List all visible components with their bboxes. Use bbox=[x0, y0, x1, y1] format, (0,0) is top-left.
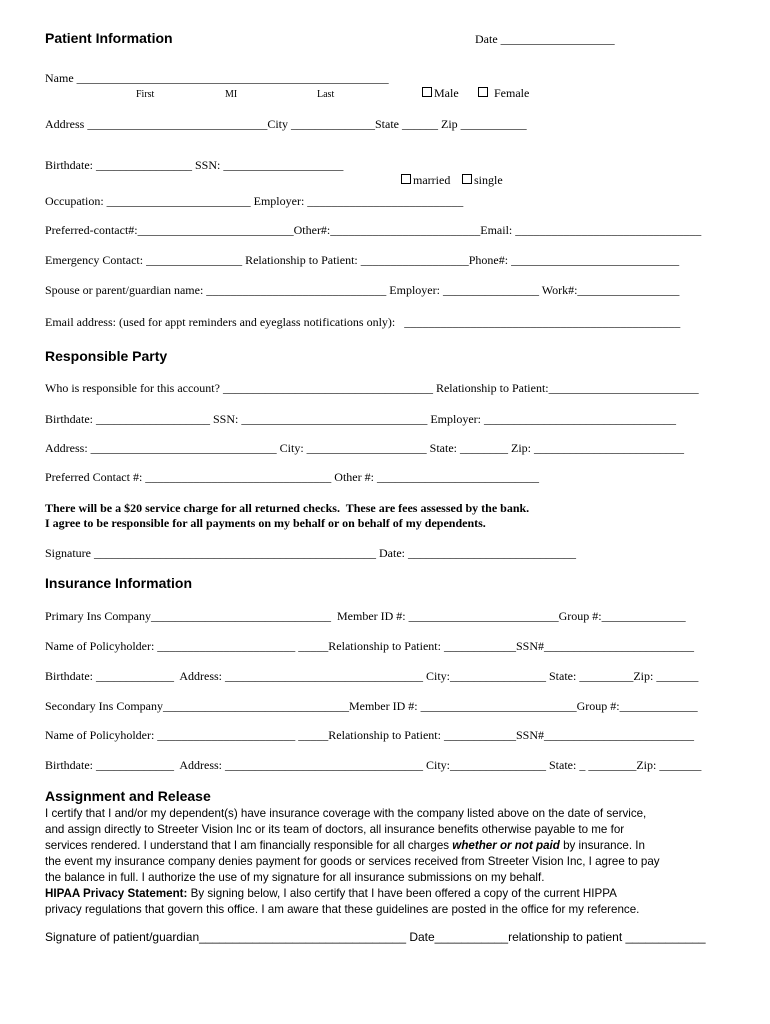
hipaa-label: HIPAA Privacy Statement: bbox=[45, 887, 188, 900]
primary-birthdate-address-field[interactable]: Birthdate: _____________ Address: _________________________________ City:________________ State: _________Zip: _______ bbox=[45, 669, 699, 683]
secondary-birthdate-address-field[interactable]: Birthdate: _____________ Address: _________________________________ City:________________ State: _ ________Zip: _______ bbox=[45, 758, 702, 772]
male-checkbox[interactable] bbox=[422, 87, 432, 97]
primary-insurance-field[interactable]: Primary Ins Company______________________________ Member ID #: _________________________Group #:______________ bbox=[45, 609, 686, 623]
returned-check-notice: There will be a $20 service charge for all returned checks. These are fees assessed by the bank. bbox=[45, 501, 530, 515]
responsible-signature-field[interactable]: Signature _______________________________________________ Date: ____________________________ bbox=[45, 546, 576, 560]
whether-or-not-paid-emphasis: whether or not paid bbox=[452, 839, 560, 852]
female-option[interactable] bbox=[472, 71, 529, 101]
responsible-address-field[interactable]: Address: _______________________________ City: ____________________ State: ________ Zip: _________________________ bbox=[45, 441, 684, 455]
assignment-line bbox=[45, 838, 735, 854]
married-checkbox[interactable] bbox=[401, 174, 411, 184]
name-sub-last: Last bbox=[317, 89, 335, 100]
email-address-field[interactable]: Email address: (used for appt reminders and eyeglass notifications only): ______________________________________________ bbox=[45, 315, 681, 329]
assignment-line: and assign directly to Streeter Vision Inc or its team of doctors, all insurance benefits otherwise payable to me for bbox=[45, 823, 625, 836]
birthdate-ssn-field[interactable]: Birthdate: ________________ SSN: ____________________ bbox=[45, 158, 344, 172]
address-field[interactable]: Address ______________________________City ______________State ______ Zip ___________ bbox=[45, 117, 527, 131]
responsible-birthdate-field[interactable]: Birthdate: ___________________ SSN: _______________________________ Employer: ________________________________ bbox=[45, 412, 676, 426]
assignment-text: by insurance. In bbox=[559, 839, 645, 852]
spouse-guardian-field[interactable]: Spouse or parent/guardian name: ______________________________ Employer: ________________ Work#:_________________ bbox=[45, 283, 680, 297]
married-option[interactable] bbox=[395, 158, 450, 188]
hipaa-text: By signing below, I also certify that I have been offered a copy of the current HIPPA bbox=[187, 887, 617, 900]
male-label: Male bbox=[434, 86, 459, 100]
hipaa-line bbox=[45, 886, 735, 902]
single-option[interactable] bbox=[456, 158, 503, 188]
payment-agreement-notice: I agree to be responsible for all payments on my behalf or on behalf of my dependents. bbox=[45, 516, 486, 530]
female-checkbox[interactable] bbox=[478, 87, 488, 97]
name-sub-first: First bbox=[136, 89, 155, 100]
secondary-insurance-field[interactable]: Secondary Ins Company_______________________________Member ID #: __________________________Group #:_____________ bbox=[45, 699, 698, 713]
female-label: Female bbox=[494, 86, 530, 100]
secondary-policyholder-field[interactable]: Name of Policyholder: _______________________ _____Relationship to Patient: ____________SSN#_________________________ bbox=[45, 728, 694, 742]
responsible-contact-field[interactable]: Preferred Contact #: _______________________________ Other #: ___________________________ bbox=[45, 470, 539, 484]
insurance-info-heading: Insurance Information bbox=[45, 575, 193, 591]
single-label: single bbox=[474, 173, 503, 187]
responsible-who-field[interactable]: Who is responsible for this account? ___________________________________ Relationship to Patient:_________________________ bbox=[45, 381, 699, 395]
date-field[interactable]: Date ___________________ bbox=[475, 32, 615, 46]
responsible-party-heading: Responsible Party bbox=[45, 348, 168, 364]
assignment-paragraph bbox=[45, 806, 735, 918]
married-label: married bbox=[413, 173, 451, 187]
contact-fields[interactable]: Preferred-contact#:__________________________Other#:_________________________Email: _______________________________ bbox=[45, 223, 702, 237]
patient-info-heading: Patient Information bbox=[45, 30, 173, 46]
single-checkbox[interactable] bbox=[462, 174, 472, 184]
final-signature-field[interactable]: Signature of patient/guardian_______________________________ Date___________relationship to patient ____________ bbox=[45, 930, 706, 944]
emergency-contact-field[interactable]: Emergency Contact: ________________ Relationship to Patient: __________________Phone#: ____________________________ bbox=[45, 253, 680, 267]
assignment-release-heading: Assignment and Release bbox=[45, 788, 211, 804]
assignment-line: I certify that I and/or my dependent(s) have insurance coverage with the company listed above on the date of service, bbox=[45, 807, 647, 820]
assignment-text: services rendered. I understand that I am financially responsible for all charges bbox=[45, 839, 453, 852]
name-sub-mi: MI bbox=[225, 89, 238, 100]
name-field[interactable]: Name ____________________________________________________ bbox=[45, 71, 389, 85]
male-option[interactable] bbox=[416, 71, 459, 101]
assignment-line: privacy regulations that govern this office. I am aware that these guidelines are posted in the office for my reference. bbox=[45, 903, 640, 916]
assignment-line: the event my insurance company denies payment for goods or services received from Streeter Vision Inc, I agree to pay bbox=[45, 855, 660, 868]
assignment-line: the balance in full. I authorize the use of my signature for all insurance submissions on my behalf. bbox=[45, 871, 545, 884]
occupation-field[interactable]: Occupation: ________________________ Employer: __________________________ bbox=[45, 194, 464, 208]
primary-policyholder-field[interactable]: Name of Policyholder: _______________________ _____Relationship to Patient: ____________SSN#_________________________ bbox=[45, 639, 694, 653]
